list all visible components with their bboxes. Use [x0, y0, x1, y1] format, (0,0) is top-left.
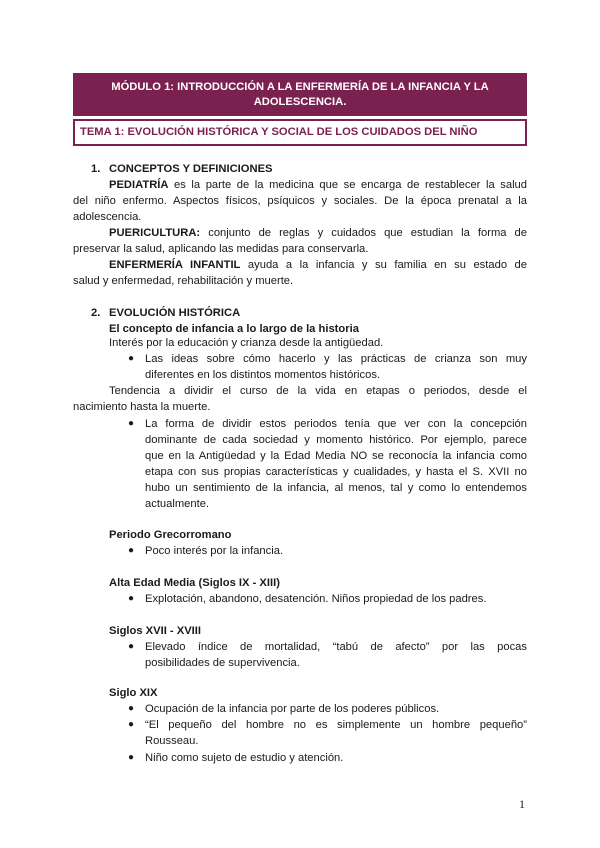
- puericultura-term: PUERICULTURA:: [109, 227, 201, 239]
- puericultura-line-1: [109, 225, 527, 241]
- section-1-number: 1.: [91, 163, 101, 175]
- period-xix-bullet-2-line-2: Rousseau.: [145, 735, 199, 747]
- bullet-dot: ●: [128, 719, 135, 730]
- s2-bullet-2-line-6: actualmente.: [145, 498, 210, 510]
- period-xvii-bullet-line-2: posibilidades de supervivencia.: [145, 657, 300, 669]
- tema-heading: TEMA 1: EVOLUCIÓN HISTÓRICA Y SOCIAL DE LOS CUIDADOS DEL NIÑO: [73, 119, 527, 146]
- s2-bullet-2-line-3: que en la Antigüedad y la Edad Media NO se reconocía la infancia como: [145, 450, 527, 462]
- period-greco-bullet: Poco interés por la infancia.: [145, 545, 284, 557]
- section-2-title: EVOLUCIÓN HISTÓRICA: [109, 307, 241, 319]
- s2-bullet-1-line-2: diferentes en los distintos momentos históricos.: [145, 369, 381, 381]
- bullet-dot: ●: [128, 545, 135, 556]
- s2-paragraph-2-line-2: nacimiento hasta la muerte.: [73, 401, 211, 413]
- enfermeria-line-2: salud y enfermedad, rehabilitación y muerte.: [73, 275, 294, 287]
- period-greco-title: Periodo Grecorromano: [109, 529, 232, 541]
- period-xvii-title: Siglos XVII - XVIII: [109, 625, 202, 637]
- enfermeria-text-1: ayuda a la infancia y su familia en su estado de: [247, 259, 528, 271]
- period-xix-bullet-1: Ocupación de la infancia por parte de los poderes públicos.: [145, 703, 440, 715]
- bullet-dot: ●: [128, 641, 135, 652]
- s2-bullet-2-line-1: La forma de dividir estos periodos tenía que ver con la concepción: [145, 418, 527, 430]
- period-alta-title: Alta Edad Media (Siglos IX - XIII): [109, 577, 280, 589]
- period-alta-bullet: Explotación, abandono, desatención. Niños propiedad de los padres.: [145, 593, 487, 605]
- puericultura-text-1: conjunto de reglas y cuidados que estudian la forma de: [208, 227, 528, 239]
- pediatria-line-2: del niño enfermo. Aspectos físicos, psíquicos y sociales. De la época prenatal a la: [73, 195, 527, 207]
- section-1-title: CONCEPTOS Y DEFINICIONES: [109, 163, 273, 175]
- bullet-dot: ●: [128, 703, 135, 714]
- section-2-subtitle: El concepto de infancia a lo largo de la historia: [109, 323, 359, 335]
- module-banner: MÓDULO 1: INTRODUCCIÓN A LA ENFERMERÍA DE LA INFANCIA Y LA ADOLESCENCIA.: [73, 73, 527, 116]
- s2-bullet-2-line-5: hubo un sentimiento de la infancia, al menos, tal y como lo entendemos: [145, 482, 527, 494]
- s2-bullet-1-line-1: Las ideas sobre cómo hacerlo y las prácticas de crianza son muy: [145, 353, 527, 365]
- puericultura-line-2: preservar la salud, aplicando las medidas para conservarla.: [73, 243, 369, 255]
- bullet-dot: ●: [128, 593, 135, 604]
- s2-paragraph-1: Interés por la educación y crianza desde la antigüedad.: [109, 337, 384, 349]
- page-number: 1: [519, 797, 525, 811]
- period-xvii-bullet-line-1: Elevado índice de mortalidad, “tabú de afecto” por las pocas: [145, 641, 527, 653]
- pediatria-line-1: [109, 177, 527, 193]
- period-xix-bullet-3: Niño como sujeto de estudio y atención.: [145, 752, 344, 764]
- pediatria-line-3: adolescencia.: [73, 211, 142, 223]
- period-xix-bullet-2-line-1: “El pequeño del hombre no es simplemente un hombre pequeño”: [145, 719, 527, 731]
- bullet-dot: ●: [128, 418, 135, 429]
- s2-paragraph-2-line-1: Tendencia a dividir el curso de la vida en etapas o periodos, desde el: [109, 385, 527, 397]
- pediatria-text-1: es la parte de la medicina que se encarga de restablecer la salud: [174, 179, 527, 191]
- bullet-dot: ●: [128, 353, 135, 364]
- s2-bullet-2-line-2: dominante de cada sociedad y momento histórico. Por ejemplo, parece: [145, 434, 527, 446]
- s2-bullet-2-line-4: etapa con sus propias características y cualidades, y hasta el S. XVII no: [145, 466, 527, 478]
- section-2-number: 2.: [91, 307, 101, 319]
- bullet-dot: ●: [128, 752, 135, 763]
- enfermeria-term: ENFERMERÍA INFANTIL: [109, 259, 241, 271]
- pediatria-term: PEDIATRÍA: [109, 179, 169, 191]
- period-xix-title: Siglo XIX: [109, 687, 158, 699]
- enfermeria-line-1: [109, 257, 527, 273]
